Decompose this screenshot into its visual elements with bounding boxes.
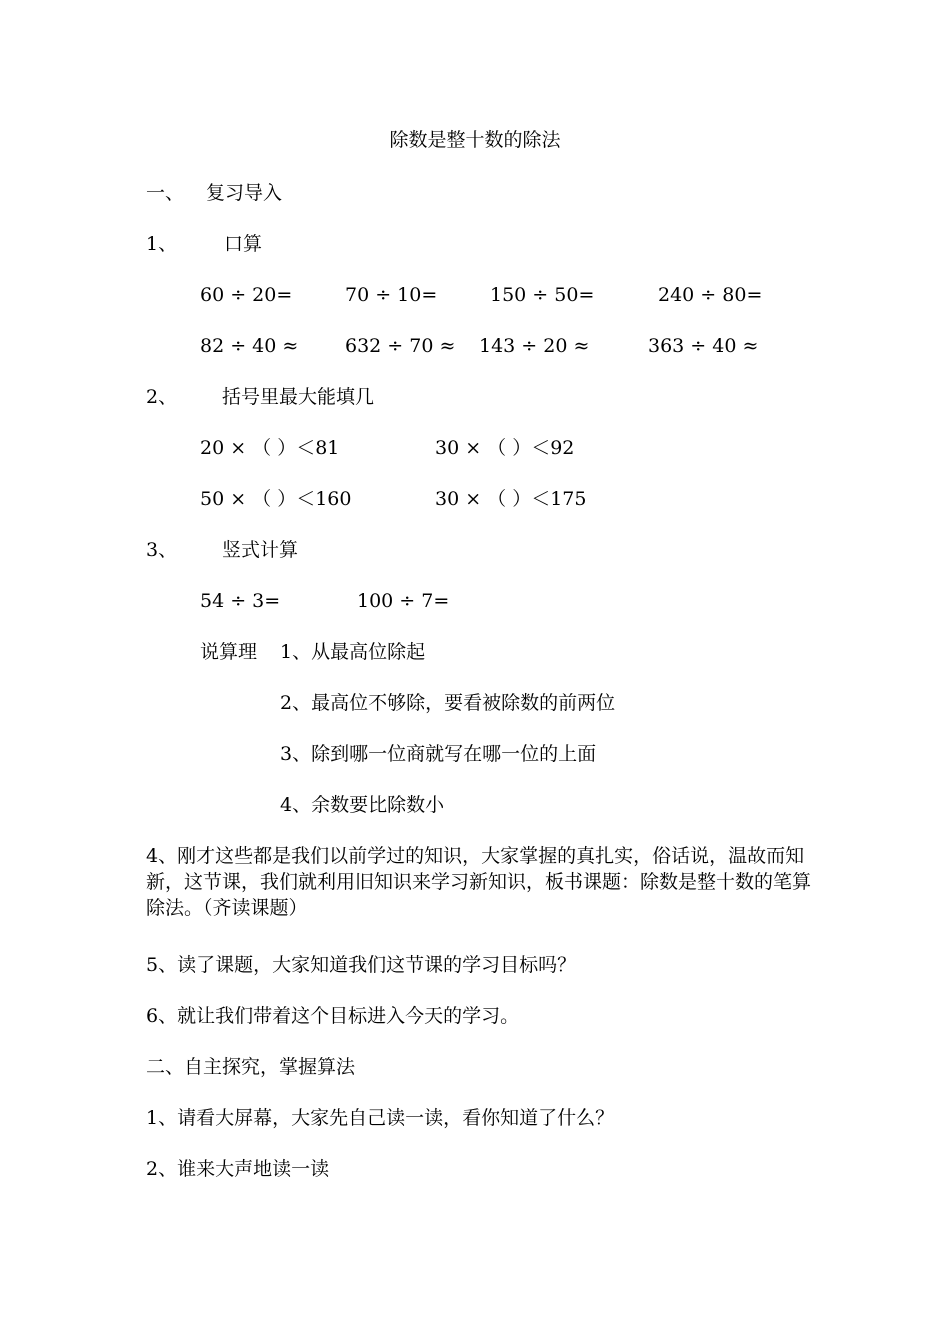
fill-blank-4: 30 × （ ）＜175 <box>435 488 587 510</box>
section2-item1: 1、请看大屏幕，大家先自己读一读，看你知道了什么？ <box>146 1107 615 1129</box>
item2-number: 2、 <box>146 386 178 408</box>
vertical-calc-1: 54 ÷ 3= <box>200 590 281 612</box>
reason-2: 2、最高位不够除，要看被除数的前两位 <box>280 692 616 714</box>
section2-item2: 2、谁来大声地读一读 <box>146 1158 330 1180</box>
oral-calc-1: 60 ÷ 20= <box>200 284 293 306</box>
oral-calc-2: 70 ÷ 10= <box>345 284 438 306</box>
item5-text: 5、读了课题，大家知道我们这节课的学习目标吗？ <box>146 954 577 976</box>
reason-1: 1、从最高位除起 <box>280 641 426 663</box>
reason-3: 3、除到哪一位商就写在哪一位的上面 <box>280 743 597 765</box>
reason-4: 4、余数要比除数小 <box>280 794 445 816</box>
oral-calc-4: 240 ÷ 80= <box>658 284 763 306</box>
reason-label: 说算理 <box>200 641 258 663</box>
item6-text: 6、就让我们带着这个目标进入今天的学习。 <box>146 1005 520 1027</box>
fill-blank-3: 50 × （ ）＜160 <box>200 488 352 510</box>
item1-label: 口算 <box>224 233 263 255</box>
item3-label: 竖式计算 <box>222 539 299 561</box>
vertical-calc-2: 100 ÷ 7= <box>357 590 450 612</box>
oral-calc-8: 363 ÷ 40 ≈ <box>648 335 759 357</box>
section2-heading: 二、自主探究，掌握算法 <box>146 1056 356 1078</box>
page-title: 除数是整十数的除法 <box>389 129 561 151</box>
section1-heading: 复习导入 <box>206 182 283 204</box>
section1-number: 一、 <box>146 182 185 204</box>
fill-blank-2: 30 × （ ）＜92 <box>435 437 575 459</box>
oral-calc-7: 143 ÷ 20 ≈ <box>479 335 590 357</box>
item1-number: 1、 <box>146 233 178 255</box>
oral-calc-5: 82 ÷ 40 ≈ <box>200 335 299 357</box>
fill-blank-1: 20 × （ ）＜81 <box>200 437 340 459</box>
oral-calc-6: 632 ÷ 70 ≈ <box>345 335 456 357</box>
item2-label: 括号里最大能填几 <box>222 386 375 408</box>
item3-number: 3、 <box>146 539 178 561</box>
item4-paragraph: 4、刚才这些都是我们以前学过的知识，大家掌握的真扎实，俗话说，温故而知新，这节课，我们就利用旧知识来学习新知识，板书课题：除数是整十数的笔算除法。（齐读课题） <box>146 845 812 919</box>
oral-calc-3: 150 ÷ 50= <box>490 284 595 306</box>
